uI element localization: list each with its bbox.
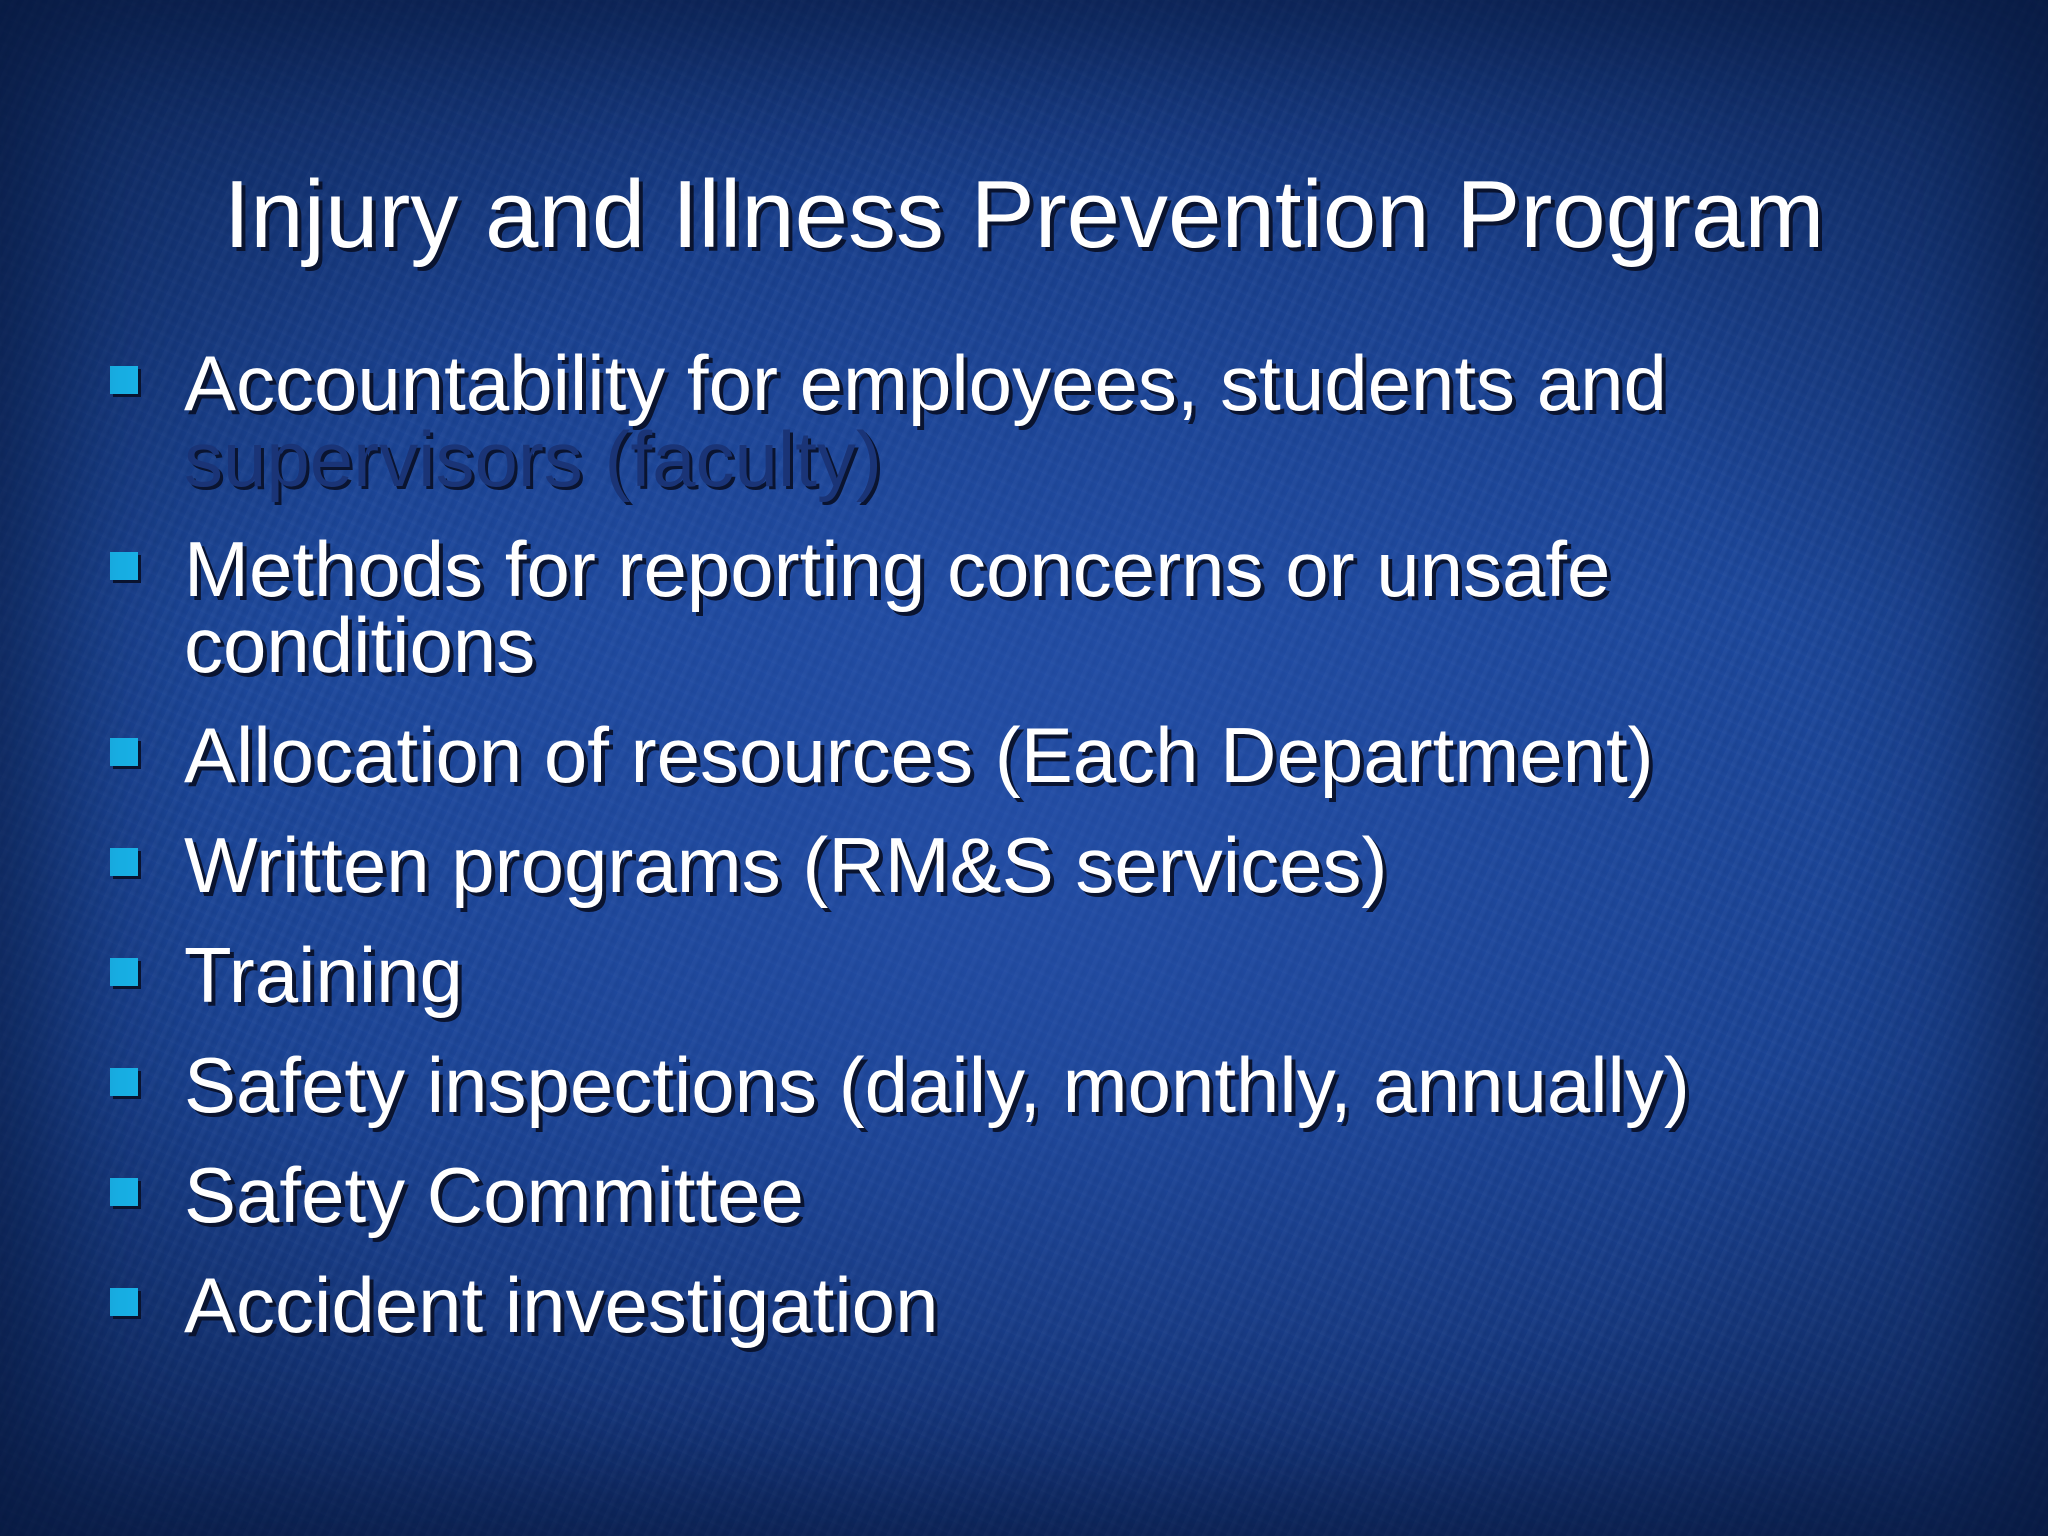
bullet-list — [110, 339, 1910, 1377]
bullet-text: Safety Committee — [184, 1151, 804, 1239]
bullet-text: Safety inspections (daily, monthly, annually) — [184, 1041, 1690, 1129]
bullet-text: Written programs (RM&S services) — [184, 821, 1388, 909]
bullet-text-line1: Methods for reporting concerns or unsafe — [184, 525, 1611, 613]
bullet-text-line2: conditions — [184, 601, 536, 689]
bullet-item — [110, 339, 1910, 503]
bullet-item — [110, 1041, 1910, 1129]
square-bullet-icon — [110, 958, 138, 986]
square-bullet-icon — [110, 366, 138, 394]
slide-title: Injury and Illness Prevention Program — [223, 161, 1825, 268]
bullet-text-line2: supervisors (faculty) — [184, 415, 882, 503]
bullet-item — [110, 1151, 1910, 1239]
bullet-item — [110, 1261, 1910, 1349]
bullet-item — [110, 711, 1910, 799]
square-bullet-icon — [110, 1178, 138, 1206]
bullet-item — [110, 821, 1910, 909]
square-bullet-icon — [110, 1068, 138, 1096]
bullet-text-line1: Accountability for employees, students and — [184, 339, 1667, 427]
bullet-text: Training — [184, 931, 463, 1019]
square-bullet-icon — [110, 552, 138, 580]
bullet-item — [110, 931, 1910, 1019]
square-bullet-icon — [110, 848, 138, 876]
square-bullet-icon — [110, 738, 138, 766]
bullet-item — [110, 525, 1910, 689]
square-bullet-icon — [110, 1288, 138, 1316]
bullet-text: Allocation of resources (Each Department) — [184, 711, 1654, 799]
bullet-text: Accident investigation — [184, 1261, 939, 1349]
